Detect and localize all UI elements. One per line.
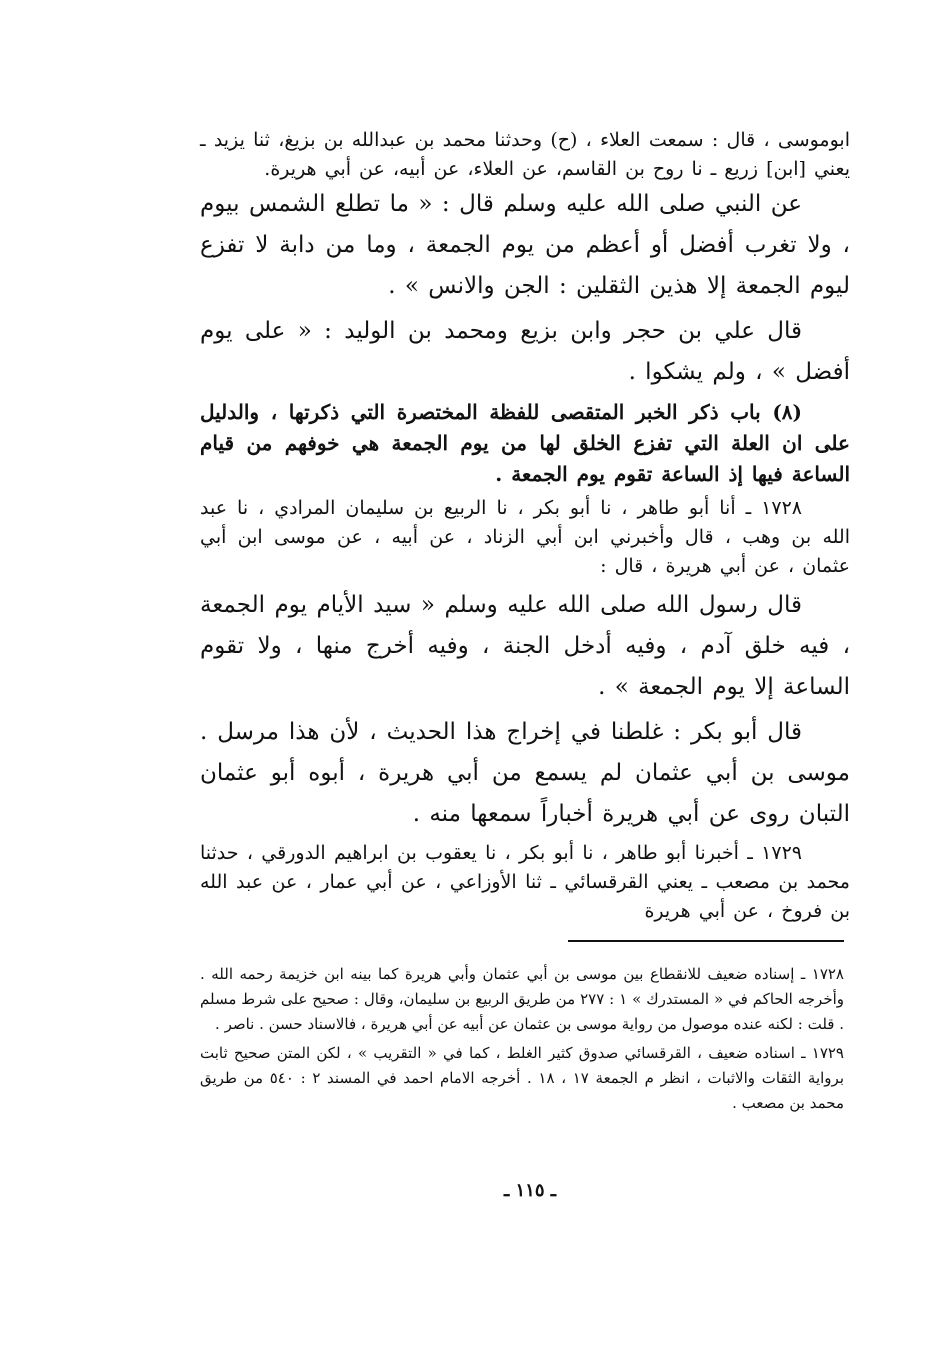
footnotes	[200, 962, 844, 1120]
footnote-1729: ١٧٢٩ ـ اسناده ضعيف ، القرقسائي صدوق كثير الغلط ، كما في « التقريب » ، لكن المتن صحيح ثابت برواية الثقات والاثبات ، انظر م الجمعة ١٧ ، ١٨ . أخرجه الامام احمد في المسند ٢ : ٥٤٠ من طريق محمد بن مصعب .	[200, 1044, 845, 1112]
main-text	[200, 126, 850, 926]
hadith-1729-isnad: ١٧٢٩ ـ أخبرنا أبو طاهر ، نا أبو بكر ، نا يعقوب بن ابراهيم الدورقي ، حدثنا محمد بن مصعب ـ يعني القرقسائي ـ ثنا الأوزاعي ، عن أبي عمار ، عن عبد الله بن فروخ ، عن أبي هريرة	[200, 842, 850, 922]
hadith-1728-text: قال رسول الله صلى الله عليه وسلم « سيد الأيام يوم الجمعة ، فيه خلق آدم ، وفيه أدخل الجنة ، وفيه أخرج منها ، ولا تقوم الساعة إلا يوم الجمعة » .	[200, 592, 850, 700]
hadith-1728-isnad: ١٧٢٨ ـ أنا أبو طاهر ، نا أبو بكر ، نا الربيع بن سليمان المرادي ، نا عبد الله بن وهب ، قال وأخبرني ابن أبي الزناد ، عن أبيه ، عن موسى ابن أبي عثمان ، عن أبي هريرة ، قال :	[200, 497, 850, 577]
footnote-1728: ١٧٢٨ ـ إسناده ضعيف للانقطاع بين موسى بن أبي عثمان وأبي هريرة كما بينه ابن خزيمة رحمه الله . وأخرجه الحاكم في « المستدرك » ١ : ٢٧٧ من طريق الربيع بن سليمان، وقال : صحيح على شرط مسلم . قلت : لكنه عنده موصول من رواية موسى بن عثمان عن أبيه عن أبي هريرة ، فالاسناد حسن . ناصر .	[200, 965, 845, 1033]
page-number: ـ ١١٥ ـ	[503, 1180, 557, 1201]
isnad-continuation: ابوموسى ، قال : سمعت العلاء ، (ح) وحدثنا محمد بن عبدالله بن بزيغ، ثنا يزيد ـ يعني [ابن] زريع ـ نا روح بن القاسم، عن العلاء، عن أبيه، عن أبي هريرة.	[200, 129, 850, 180]
narrator-note: قال علي بن حجر وابن بزيع ومحمد بن الوليد : « على يوم أفضل » ، ولم يشكوا .	[200, 318, 850, 385]
author-comment: قال أبو بكر : غلطنا في إخراج هذا الحديث ، لأن هذا مرسل . موسى بن أبي عثمان لم يسمع من أبي هريرة ، أبوه أبو عثمان التبان روى عن أبي هريرة أخباراً سمعها منه .	[200, 719, 850, 827]
hadith-text: عن النبي صلى الله عليه وسلم قال : « ما تطلع الشمس بيوم ، ولا تغرب أفضل أو أعظم من يوم الجمعة ، وما من دابة لا تفزع ليوم الجمعة إلا هذين الثقلين : الجن والانس » .	[200, 191, 850, 299]
chapter-heading: (٨) باب ذكر الخبر المتقصى للفظة المختصرة التي ذكرتها ، والدليل على ان العلة التي تفزع الخلق لها من يوم الجمعة هي خوفهم من قيام الساعة فيها إذ الساعة تقوم يوم الجمعة .	[200, 400, 850, 486]
footnote-divider	[568, 940, 844, 942]
